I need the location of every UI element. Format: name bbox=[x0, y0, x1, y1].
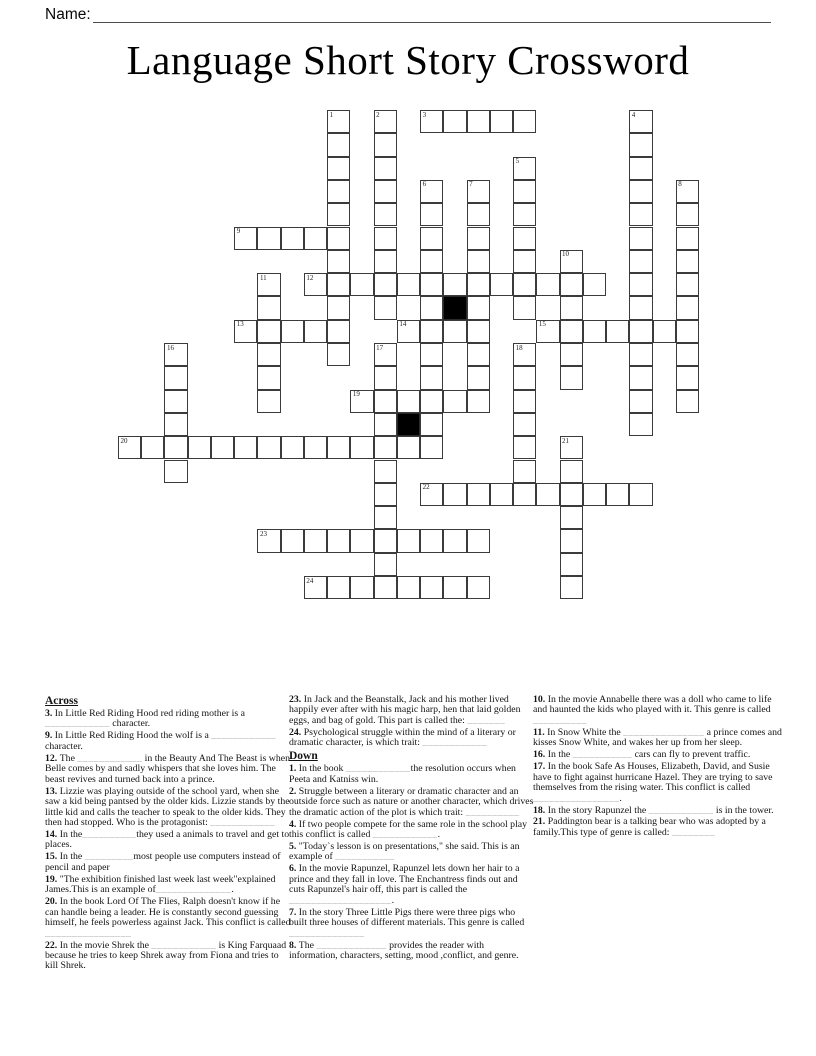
grid-cell[interactable] bbox=[374, 157, 397, 180]
grid-cell[interactable] bbox=[420, 390, 443, 413]
cell-number: 16 bbox=[166, 343, 174, 352]
clue-number: 23. bbox=[289, 694, 304, 705]
grid-cell[interactable] bbox=[374, 203, 397, 226]
grid-cell[interactable] bbox=[467, 343, 490, 366]
clue-number: 24. bbox=[289, 726, 304, 738]
clue: 3. In Little Red Riding Hood red riding mother is a ____________ character. bbox=[45, 708, 245, 730]
grid-cell[interactable] bbox=[420, 203, 443, 226]
grid-cell[interactable] bbox=[374, 413, 397, 436]
grid-cell[interactable] bbox=[327, 576, 350, 599]
answer-blank: __________ bbox=[82, 828, 137, 840]
grid-cell[interactable] bbox=[420, 250, 443, 273]
cell-number: 24 bbox=[306, 576, 314, 585]
grid-cell[interactable] bbox=[257, 320, 280, 343]
clue-number: 15. bbox=[45, 851, 60, 863]
grid-cell[interactable] bbox=[420, 227, 443, 250]
grid-cell[interactable] bbox=[513, 460, 536, 483]
grid-cell[interactable] bbox=[676, 320, 699, 343]
grid-cell[interactable] bbox=[467, 366, 490, 389]
answer-blank: ______________ bbox=[289, 927, 365, 939]
grid-cell[interactable] bbox=[257, 390, 280, 413]
black-cell bbox=[397, 413, 420, 436]
grid-cell[interactable] bbox=[257, 529, 280, 552]
grid-cell[interactable] bbox=[629, 320, 652, 343]
grid-cell[interactable] bbox=[653, 320, 676, 343]
grid-cell[interactable] bbox=[374, 133, 397, 156]
grid-cell[interactable] bbox=[443, 529, 466, 552]
grid-cell[interactable] bbox=[327, 343, 350, 366]
clue: 1. In the book ____________the resolution occurs when Peeta and Katniss win. bbox=[289, 763, 516, 785]
grid-cell[interactable] bbox=[513, 296, 536, 319]
clue-number: 21. bbox=[533, 816, 548, 828]
grid-cell[interactable] bbox=[118, 436, 141, 459]
grid-cell[interactable] bbox=[327, 157, 350, 180]
clues-header: Across bbox=[45, 695, 79, 707]
grid-cell[interactable] bbox=[513, 436, 536, 459]
grid-cell[interactable] bbox=[629, 296, 652, 319]
cell-number: 5 bbox=[515, 157, 520, 166]
grid-cell[interactable] bbox=[467, 110, 490, 133]
clue-number: 19. bbox=[45, 873, 60, 885]
answer-blank: ___________________ bbox=[289, 894, 392, 906]
grid-cell[interactable] bbox=[676, 180, 699, 203]
grid-cell[interactable] bbox=[397, 320, 420, 343]
clue: 20. In the book Lord Of The Flies, Ralph doesn't know if he can handle being a leader. He is constantly second guessing himself, he feels powerless against Jack. This conflict is called ________________ bbox=[45, 896, 291, 939]
grid-cell[interactable] bbox=[513, 110, 536, 133]
clue: 7. In the story Three Little Pigs there were three pigs who built three houses of different materials. This genre is called ______________ bbox=[289, 906, 525, 939]
clue-number: 4. bbox=[289, 818, 299, 830]
grid-cell[interactable] bbox=[281, 436, 304, 459]
clue-number: 12. bbox=[45, 752, 60, 764]
cell-number: 13 bbox=[236, 320, 244, 329]
grid-cell[interactable] bbox=[629, 157, 652, 180]
answer-blank: ___________ bbox=[572, 749, 633, 761]
grid-cell[interactable] bbox=[327, 436, 350, 459]
clue: 12. The ____________ in the Beauty And The Beast is when Belle comes by and sadly whispers that she loves him. The beast revives and turned back into a prince. bbox=[45, 752, 291, 785]
clue: 19. "The exhibition finished last week last week"explained James.This is an example of______________. bbox=[45, 873, 276, 896]
clue-number: 1. bbox=[289, 763, 299, 775]
crossword-grid bbox=[118, 110, 700, 600]
grid-cell[interactable] bbox=[513, 413, 536, 436]
grid-cell[interactable] bbox=[676, 366, 699, 389]
grid-cell[interactable] bbox=[327, 250, 350, 273]
grid-cell[interactable] bbox=[676, 250, 699, 273]
answer-blank: ________________ bbox=[45, 927, 132, 939]
grid-cell[interactable] bbox=[257, 273, 280, 296]
grid-cell[interactable] bbox=[257, 366, 280, 389]
grid-cell[interactable] bbox=[629, 227, 652, 250]
grid-cell[interactable] bbox=[629, 390, 652, 413]
clue: 24. Psychological struggle within the mind of a literary or dramatic character, is which trait: ____________ bbox=[289, 726, 516, 749]
grid-cell[interactable] bbox=[629, 366, 652, 389]
answer-blank: __________ bbox=[465, 806, 520, 818]
clue-column-3 bbox=[533, 695, 785, 840]
grid-cell[interactable] bbox=[467, 483, 490, 506]
clue-number: 8. bbox=[289, 939, 299, 951]
answer-blank: ___________ bbox=[335, 851, 395, 863]
grid-cell[interactable] bbox=[234, 227, 257, 250]
grid-cell[interactable] bbox=[676, 390, 699, 413]
grid-cell[interactable] bbox=[467, 320, 490, 343]
grid-cell[interactable] bbox=[676, 273, 699, 296]
grid-cell[interactable] bbox=[443, 576, 466, 599]
grid-cell[interactable] bbox=[443, 483, 466, 506]
page-title: Language Short Story Crossword bbox=[126, 37, 690, 83]
grid-cell[interactable] bbox=[629, 273, 652, 296]
cell-number: 19 bbox=[352, 390, 360, 399]
answer-blank: ________ bbox=[671, 826, 716, 838]
grid-cell[interactable] bbox=[467, 390, 490, 413]
grid-cell[interactable] bbox=[583, 320, 606, 343]
grid-cell[interactable] bbox=[257, 296, 280, 319]
grid-cell[interactable] bbox=[281, 227, 304, 250]
grid-cell[interactable] bbox=[676, 203, 699, 226]
grid-cell[interactable] bbox=[629, 483, 652, 506]
grid-cell[interactable] bbox=[560, 506, 583, 529]
grid-cell[interactable] bbox=[536, 320, 559, 343]
name-label: Name: bbox=[45, 6, 91, 23]
grid-cell[interactable] bbox=[629, 203, 652, 226]
grid-cell[interactable] bbox=[304, 529, 327, 552]
answer-blank: ____________ bbox=[648, 804, 714, 816]
grid-cell[interactable] bbox=[327, 227, 350, 250]
grid-cell[interactable] bbox=[467, 529, 490, 552]
answer-blank: ____________ bbox=[151, 939, 217, 951]
grid-cell[interactable] bbox=[443, 390, 466, 413]
clue: 22. In the movie Shrek the ____________ is King Farquaad because he tries to keep Shrek away from Fiona and tries to kill Shrek. bbox=[45, 939, 287, 972]
cell-number: 20 bbox=[120, 436, 128, 445]
grid-cell[interactable] bbox=[467, 180, 490, 203]
clue-number: 11. bbox=[533, 726, 548, 738]
grid-cell[interactable] bbox=[629, 180, 652, 203]
grid-cell[interactable] bbox=[467, 273, 490, 296]
answer-blank: _______ bbox=[467, 714, 506, 726]
grid-cell[interactable] bbox=[560, 250, 583, 273]
grid-cell[interactable] bbox=[420, 576, 443, 599]
grid-cell[interactable] bbox=[629, 413, 652, 436]
answer-blank: ____________ bbox=[345, 763, 411, 775]
cell-number: 7 bbox=[469, 180, 473, 189]
clue-number: 9. bbox=[45, 730, 55, 742]
grid-cell[interactable] bbox=[374, 343, 397, 366]
cell-number: 9 bbox=[236, 227, 241, 235]
clue: 2. Struggle between a literary or dramatic character and an outside force such as nature or another character, which drives the dramatic action of the plot is which trait: __________ bbox=[289, 785, 534, 818]
grid-cell[interactable] bbox=[536, 273, 559, 296]
grid-cell[interactable] bbox=[304, 436, 327, 459]
grid-cell[interactable] bbox=[560, 296, 583, 319]
grid-cell[interactable] bbox=[560, 366, 583, 389]
grid-cell[interactable] bbox=[420, 296, 443, 319]
clue: 21. Paddington bear is a talking bear who was adopted by a family.This type of genre is called: ________ bbox=[533, 816, 766, 838]
grid-cell[interactable] bbox=[676, 296, 699, 319]
answer-blank: ________________ bbox=[533, 792, 620, 804]
clue: 15. In the _________most people use computers instead of pencil and paper bbox=[45, 851, 281, 873]
grid-cell[interactable] bbox=[374, 529, 397, 552]
grid-cell[interactable] bbox=[164, 413, 187, 436]
clue-number: 5. bbox=[289, 840, 299, 852]
clue: 4. If two people compete for the same role in the school play this conflict is called ____________. bbox=[289, 818, 528, 840]
grid-cell[interactable] bbox=[397, 529, 420, 552]
grid-cell[interactable] bbox=[374, 250, 397, 273]
answer-blank: _________ bbox=[84, 851, 134, 863]
grid-cell[interactable] bbox=[467, 250, 490, 273]
answer-blank: ____________ bbox=[422, 737, 488, 749]
grid-cell[interactable] bbox=[374, 576, 397, 599]
grid-cell[interactable] bbox=[164, 460, 187, 483]
cell-number: 22 bbox=[422, 483, 430, 492]
grid-cell[interactable] bbox=[327, 110, 350, 133]
grid-cell[interactable] bbox=[397, 273, 420, 296]
clue: 18. In the story Rapunzel the ____________ is in the tower. bbox=[533, 804, 774, 816]
grid-cell[interactable] bbox=[629, 133, 652, 156]
cell-number: 14 bbox=[399, 320, 407, 329]
cell-number: 23 bbox=[259, 529, 267, 538]
cell-number: 2 bbox=[376, 110, 380, 119]
grid-cell[interactable] bbox=[420, 343, 443, 366]
cell-number: 11 bbox=[259, 273, 267, 282]
clue-number: 14. bbox=[45, 828, 60, 840]
grid-cell[interactable] bbox=[420, 529, 443, 552]
grid-cell[interactable] bbox=[350, 576, 373, 599]
answer-blank: __________ bbox=[533, 714, 587, 726]
grid-cell[interactable] bbox=[467, 296, 490, 319]
grid-cell[interactable] bbox=[350, 390, 373, 413]
grid-cell[interactable] bbox=[490, 273, 513, 296]
grid-cell[interactable] bbox=[513, 227, 536, 250]
grid-cell[interactable] bbox=[467, 227, 490, 250]
clue-number: 16. bbox=[533, 749, 548, 761]
cell-number: 6 bbox=[422, 180, 427, 189]
grid-cell[interactable] bbox=[513, 390, 536, 413]
grid-cell[interactable] bbox=[304, 576, 327, 599]
clue: 6. In the movie Rapunzel, Rapunzel lets down her hair to a prince and they fall in love. The Enchantress finds out and cuts Rapunzel's hair off, this part is called the ___________________. bbox=[289, 863, 520, 906]
answer-blank: ____________ bbox=[372, 828, 438, 840]
grid-cell[interactable] bbox=[397, 436, 420, 459]
grid-cell[interactable] bbox=[443, 273, 466, 296]
grid-cell[interactable] bbox=[374, 180, 397, 203]
grid-cell[interactable] bbox=[560, 576, 583, 599]
grid-cell[interactable] bbox=[513, 483, 536, 506]
grid-cell[interactable] bbox=[513, 203, 536, 226]
grid-cell[interactable] bbox=[374, 436, 397, 459]
grid-cell[interactable] bbox=[141, 436, 164, 459]
grid-cell[interactable] bbox=[211, 436, 234, 459]
grid-cell[interactable] bbox=[304, 320, 327, 343]
clue: 5. "Today`s lesson is on presentations," she said. This is an example of ___________ bbox=[289, 840, 520, 863]
black-cell bbox=[443, 296, 466, 319]
grid-cell[interactable] bbox=[560, 320, 583, 343]
grid-cell[interactable] bbox=[281, 320, 304, 343]
clue-number: 10. bbox=[533, 694, 548, 705]
grid-cell[interactable] bbox=[420, 413, 443, 436]
grid-cell[interactable] bbox=[629, 343, 652, 366]
grid-cell[interactable] bbox=[420, 320, 443, 343]
grid-cell[interactable] bbox=[164, 366, 187, 389]
cell-number: 21 bbox=[562, 436, 570, 445]
grid-cell[interactable] bbox=[490, 483, 513, 506]
grid-cell[interactable] bbox=[513, 180, 536, 203]
grid-cell[interactable] bbox=[606, 320, 629, 343]
grid-cell[interactable] bbox=[327, 180, 350, 203]
grid-cell[interactable] bbox=[560, 553, 583, 576]
clue: 13. Lizzie was playing outside of the school yard, when she saw a kid being pantsed by the older kids. Lizzie stands by the little kid and calls the teacher to speak to the older kids. They then had stopped. Who is the protagonist: ____________ bbox=[45, 785, 290, 829]
grid-cell[interactable] bbox=[629, 110, 652, 133]
clue-number: 7. bbox=[289, 906, 299, 918]
grid-cell[interactable] bbox=[490, 110, 513, 133]
clue: 11. In Snow White the _______________ a prince comes and kisses Snow White, and wakes her up from her sleep. bbox=[533, 726, 782, 749]
grid-cell[interactable] bbox=[560, 436, 583, 459]
clue-number: 3. bbox=[45, 708, 55, 719]
grid-cell[interactable] bbox=[257, 436, 280, 459]
grid-cell[interactable] bbox=[397, 576, 420, 599]
grid-cell[interactable] bbox=[676, 343, 699, 366]
cell-number: 8 bbox=[678, 180, 682, 189]
grid-cell[interactable] bbox=[420, 366, 443, 389]
answer-blank: ____________ bbox=[210, 817, 276, 829]
grid-cell[interactable] bbox=[327, 320, 350, 343]
cell-number: 4 bbox=[631, 110, 636, 119]
grid-cell[interactable] bbox=[420, 436, 443, 459]
grid-cell[interactable] bbox=[327, 203, 350, 226]
grid-cell[interactable] bbox=[560, 273, 583, 296]
clue: 17. In the book Safe As Houses, Elizabeth, David, and Susie have to fight against hurricane Hazel. They are trying to save themselves from the rising water. This conflict is called ________________. bbox=[533, 761, 773, 804]
grid-cell[interactable] bbox=[513, 343, 536, 366]
grid-cell[interactable] bbox=[467, 576, 490, 599]
answer-blank: _______________ bbox=[623, 726, 705, 738]
clue-number: 17. bbox=[533, 761, 548, 773]
clue: 10. In the movie Annabelle there was a doll who came to life and haunted the kids who played with it. This genre is called __________ bbox=[533, 694, 772, 726]
answer-blank: ______________ bbox=[155, 884, 232, 896]
grid-cell[interactable] bbox=[257, 343, 280, 366]
grid-cell[interactable] bbox=[513, 273, 536, 296]
clue: 16. In the ___________ cars can fly to prevent traffic. bbox=[533, 749, 751, 761]
cell-number: 18 bbox=[515, 343, 523, 352]
grid-cell[interactable] bbox=[443, 320, 466, 343]
clue-number: 18. bbox=[533, 804, 548, 816]
grid-cell[interactable] bbox=[420, 273, 443, 296]
grid-cell[interactable] bbox=[374, 506, 397, 529]
grid-cell[interactable] bbox=[420, 483, 443, 506]
grid-cell[interactable] bbox=[234, 436, 257, 459]
clue: 23. In Jack and the Beanstalk, Jack and his mother lived happily ever after with his magic harp, hen that laid golden eggs, and bag of gold. This part is called the: _______ bbox=[289, 694, 521, 726]
grid-cell[interactable] bbox=[350, 273, 373, 296]
cell-number: 10 bbox=[562, 250, 570, 259]
grid-cell[interactable] bbox=[281, 529, 304, 552]
grid-cell[interactable] bbox=[350, 529, 373, 552]
grid-cell[interactable] bbox=[374, 227, 397, 250]
clue-number: 22. bbox=[45, 939, 60, 951]
grid-cell[interactable] bbox=[374, 553, 397, 576]
grid-cell[interactable] bbox=[164, 436, 187, 459]
cell-number: 3 bbox=[422, 110, 427, 119]
grid-cell[interactable] bbox=[374, 390, 397, 413]
grid-cell[interactable] bbox=[257, 227, 280, 250]
grid-cell[interactable] bbox=[397, 390, 420, 413]
grid-cell[interactable] bbox=[583, 483, 606, 506]
name-underline[interactable] bbox=[93, 3, 771, 23]
clue: 9. In Little Red Riding Hood the wolf is a ____________ character. bbox=[45, 730, 277, 752]
clue: 8. The _____________ provides the reader with information, characters, setting, mood ,conflict, and genre. bbox=[289, 939, 519, 961]
cell-number: 1 bbox=[329, 110, 334, 119]
clue-number: 6. bbox=[289, 863, 299, 875]
grid-cell[interactable] bbox=[304, 273, 327, 296]
grid-cell[interactable] bbox=[513, 157, 536, 180]
grid-cell[interactable] bbox=[560, 343, 583, 366]
grid-cell[interactable] bbox=[234, 320, 257, 343]
clue: 14. In the__________they used a animals to travel and get to places. bbox=[45, 828, 290, 851]
grid-cell[interactable] bbox=[420, 110, 443, 133]
clue-column-2 bbox=[289, 695, 534, 963]
grid-cell[interactable] bbox=[327, 133, 350, 156]
grid-cell[interactable] bbox=[374, 273, 397, 296]
grid-cell[interactable] bbox=[327, 296, 350, 319]
grid-cell[interactable] bbox=[467, 203, 490, 226]
grid-cell[interactable] bbox=[188, 436, 211, 459]
grid-cell[interactable] bbox=[164, 390, 187, 413]
grid-cell[interactable] bbox=[327, 529, 350, 552]
clues-header: Down bbox=[289, 750, 318, 763]
clue-number: 20. bbox=[45, 896, 60, 908]
grid-cell[interactable] bbox=[420, 180, 443, 203]
cell-number: 17 bbox=[376, 343, 384, 352]
grid-cell[interactable] bbox=[560, 483, 583, 506]
grid-cell[interactable] bbox=[629, 250, 652, 273]
grid-cell[interactable] bbox=[443, 110, 466, 133]
grid-cell[interactable] bbox=[676, 227, 699, 250]
clue-number: 2. bbox=[289, 785, 299, 797]
grid-cell[interactable] bbox=[606, 483, 629, 506]
grid-cell[interactable] bbox=[536, 483, 559, 506]
grid-cell[interactable] bbox=[327, 273, 350, 296]
clue-column-1 bbox=[45, 695, 292, 973]
grid-cell[interactable] bbox=[374, 483, 397, 506]
grid-cell[interactable] bbox=[164, 343, 187, 366]
grid-cell[interactable] bbox=[513, 366, 536, 389]
cell-number: 12 bbox=[306, 273, 314, 282]
answer-blank: ____________ bbox=[45, 718, 110, 730]
cell-number: 15 bbox=[538, 320, 546, 329]
grid-cell[interactable] bbox=[374, 296, 397, 319]
grid-cell[interactable] bbox=[560, 529, 583, 552]
grid-cell[interactable] bbox=[374, 366, 397, 389]
grid-cell[interactable] bbox=[560, 460, 583, 483]
grid-cell[interactable] bbox=[350, 436, 373, 459]
grid-cell[interactable] bbox=[374, 110, 397, 133]
grid-cell[interactable] bbox=[304, 227, 327, 250]
clue-number: 13. bbox=[45, 785, 60, 797]
answer-blank: ____________ bbox=[77, 752, 143, 764]
grid-cell[interactable] bbox=[374, 460, 397, 483]
grid-cell[interactable] bbox=[513, 250, 536, 273]
grid-cell[interactable] bbox=[583, 273, 606, 296]
answer-blank: _____________ bbox=[316, 939, 387, 951]
answer-blank: ____________ bbox=[211, 730, 277, 742]
